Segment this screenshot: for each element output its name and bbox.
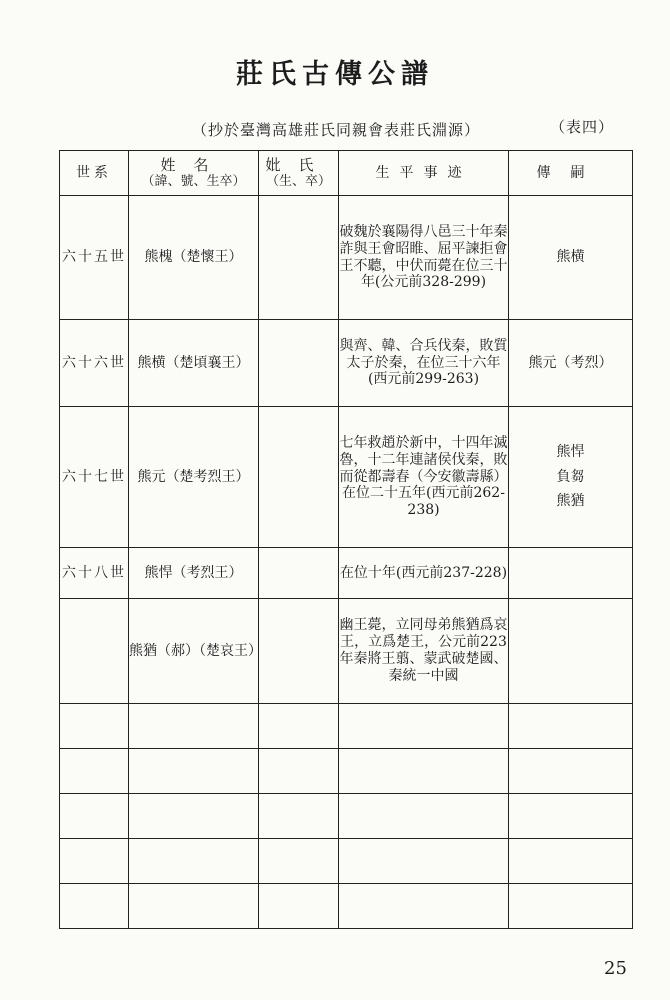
- deeds-cell: 七年救趙於新中，十四年滅魯，十二年連諸侯伐秦，敗而從都壽春（今安徽壽縣）在位二十五年(西元前262-238): [339, 407, 509, 548]
- heir-cell: [509, 407, 633, 548]
- table-row: [60, 196, 633, 320]
- page-number: 25: [604, 958, 627, 979]
- table-header-row: [60, 151, 633, 196]
- deeds-cell: 在位十年(西元前237-228): [339, 548, 509, 599]
- header-name-main: 姓名: [160, 156, 227, 175]
- header-deeds: 生平事迹: [339, 151, 509, 196]
- generation-cell: 六十七世: [60, 407, 129, 548]
- header-name: [129, 151, 259, 196]
- table-row: [60, 599, 633, 704]
- deeds-cell: 與齊、韓、合兵伐秦，敗質太子於秦，在位三十六年(西元前299-263): [339, 320, 509, 407]
- heir-cell: [509, 196, 633, 320]
- wife-cell: [259, 320, 339, 407]
- generation-cell: 六十五世: [60, 196, 129, 320]
- empty-row: [60, 749, 633, 794]
- header-wife-main: 妣氏: [265, 156, 332, 175]
- heir-name: 熊元（考烈）: [528, 354, 613, 371]
- source-note: （抄於臺灣高雄莊氏同親會表莊氏淵源）: [192, 121, 481, 139]
- heir-name: 熊猶: [556, 493, 585, 510]
- name-cell: 熊槐（楚懷王）: [129, 196, 259, 320]
- generation-cell: 六十六世: [60, 320, 129, 407]
- header-name-sub: （諱、號、生卒）: [141, 174, 246, 190]
- deeds-cell: 破魏於襄陽得八邑三十年秦詐與王會昭睢、屈平諫拒會王不聽，中伏而薨在位三十年(公元前328-299): [339, 196, 509, 320]
- name-cell: 熊横（楚頃襄王）: [129, 320, 259, 407]
- heir-cell: [509, 548, 633, 599]
- name-cell: 熊悍（考烈王）: [129, 548, 259, 599]
- deeds-cell: 幽王薨，立同母弟熊猶爲哀王，立爲楚王，公元前223年秦將王翦、蒙武破楚國、秦統一中國: [339, 599, 509, 704]
- table-row: [60, 548, 633, 599]
- wife-cell: [259, 548, 339, 599]
- header-heir: 傳嗣: [509, 151, 633, 196]
- header-wife-sub: （生、卒）: [265, 174, 331, 190]
- wife-cell: [259, 196, 339, 320]
- header-wife: [259, 151, 339, 196]
- name-cell: 熊猶（郝）（楚哀王）: [129, 599, 259, 704]
- heir-name: 負芻: [556, 468, 585, 485]
- heir-name: 熊悍: [556, 443, 585, 460]
- table-row: [60, 407, 633, 548]
- empty-row: [60, 884, 633, 929]
- name-cell: 熊元（楚考烈王）: [129, 407, 259, 548]
- heir-cell: [509, 599, 633, 704]
- empty-row: [60, 704, 633, 749]
- genealogy-table: [59, 150, 633, 929]
- empty-row: [60, 794, 633, 839]
- wife-cell: [259, 407, 339, 548]
- generation-cell: [60, 599, 129, 704]
- wife-cell: [259, 599, 339, 704]
- generation-cell: 六十八世: [60, 548, 129, 599]
- heir-name: 熊横: [556, 249, 585, 266]
- page-title: 莊氏古傳公譜: [236, 59, 434, 90]
- table-number: （表四）: [550, 118, 615, 136]
- table-row: [60, 320, 633, 407]
- heir-cell: [509, 320, 633, 407]
- header-generation: 世系: [60, 151, 129, 196]
- empty-row: [60, 839, 633, 884]
